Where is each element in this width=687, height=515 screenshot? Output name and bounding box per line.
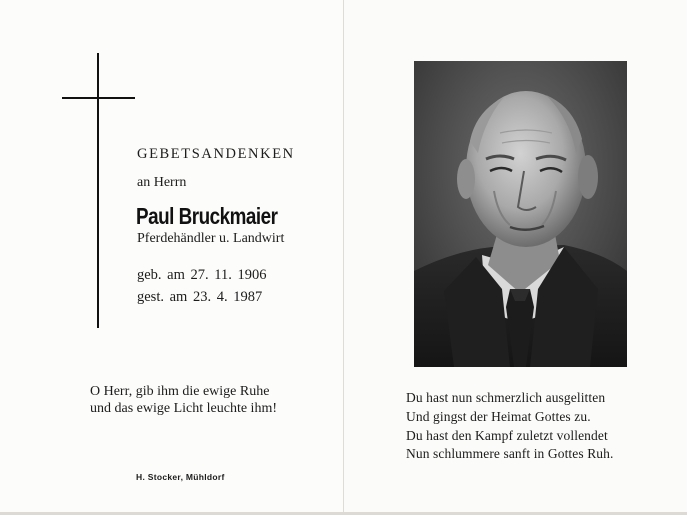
poem-line: Und gingst der Heimat Gottes zu. <box>406 409 591 424</box>
portrait-photo <box>414 61 627 367</box>
dedication-line: an Herrn <box>137 175 187 190</box>
cross-icon-vertical-beam <box>97 53 99 328</box>
poem-line: Du hast nun schmerzlich ausgelitten <box>406 390 606 405</box>
cross-icon-horizontal-beam <box>62 97 135 99</box>
occupation: Pferdehändler u. Landwirt <box>137 231 285 246</box>
poem-line: Nun schlummere sanft in Gottes Ruh. <box>406 446 614 461</box>
poem-line: Du hast den Kampf zuletzt vollendet <box>406 428 608 443</box>
death-date: gest. am 23. 4. 1987 <box>137 289 263 305</box>
prayer-line: und das ewige Licht leuchte ihm! <box>90 401 277 416</box>
card-heading: GEBETSANDENKEN <box>137 146 295 162</box>
deceased-name: Paul Bruckmaier <box>136 203 278 229</box>
portrait-illustration <box>414 61 627 367</box>
prayer-line: O Herr, gib ihm die ewige Ruhe <box>90 384 270 399</box>
printer-credit: H. Stocker, Mühldorf <box>136 472 225 482</box>
birth-date: geb. am 27. 11. 1906 <box>137 267 267 283</box>
